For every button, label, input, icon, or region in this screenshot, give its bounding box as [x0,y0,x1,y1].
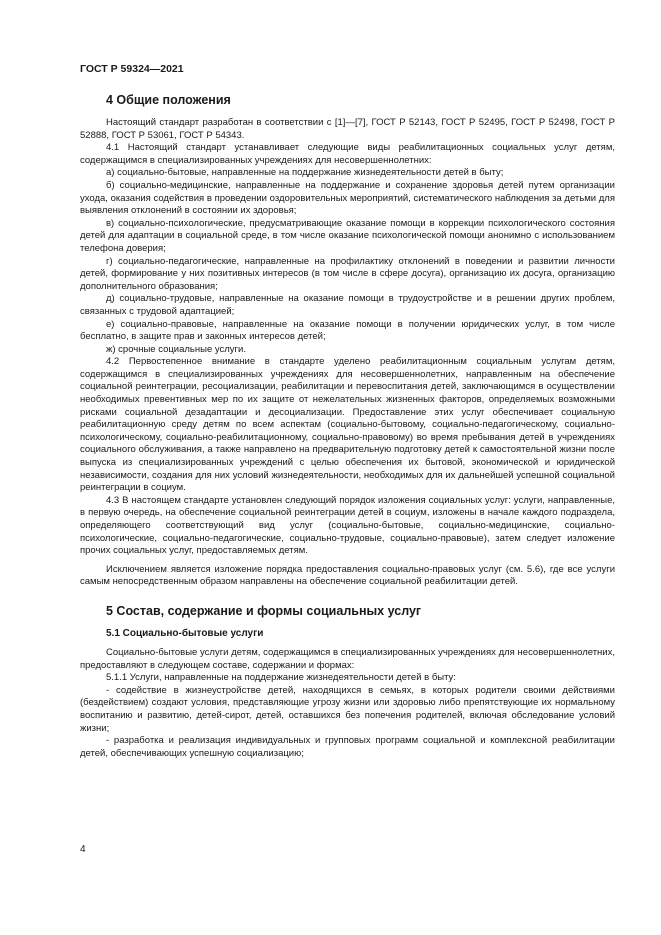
paragraph: 4.1 Настоящий стандарт устанавливает следующие виды реабилитационных социальных услуг детям, содержащимся в специализированных учреждениях для несовершеннолетних: [80,142,615,166]
subsection-5-1-title: 5.1 Социально-бытовые услуги [106,627,264,639]
list-item: - содействие в жизнеустройстве детей, находящихся в семьях, в которых родители своими действиями (бездействием) создают условия, представляющие угрозу жизни или здоровью либо препятствующие их нормальному воспитанию и развитию, детей-сирот, детей, оставшихся без попечения родителей, включая обследование условий жизни; [80,684,615,734]
paragraph: Социально-бытовые услуги детям, содержащимся в специализированных учреждениях для несовершеннолетних, предоставляют в следующем составе, содержании и формах: [80,646,615,671]
list-item: г) социально-педагогические, направленные на профилактику отклонений в поведении и развитии личности детей, формирование у них позитивных интересов (в том числе в сфере досуга), организацию их досуга, организацию дополнительного образования; [80,255,615,292]
paragraph: Настоящий стандарт разработан в соответствии с [1]—[7], ГОСТ Р 52143, ГОСТ Р 52495, ГОСТ Р 52498, ГОСТ Р 52888, ГОСТ Р 53061, ГОСТ Р 54343. [80,117,615,141]
paragraph: 5.1.1 Услуги, направленные на поддержание жизнедеятельности детей в быту: [106,672,456,684]
page-number: 4 [80,844,86,855]
paragraph: 4.3 В настоящем стандарте установлен следующий порядок изложения социальных услуг: услуги, направленные, в первую очередь, на обеспечение социальной реинтеграции детей в социум, изложены в начале каждого подраздела, определяющего соответствующий вид услуг (социально-бытовые, социально-медицинские, социально-психологические, социально-педагогические, социально-трудовые, социально-правовые), затем следует изложение прочих социальных услуг, предоставляемых детям. [80,494,615,557]
list-item: а) социально-бытовые, направленные на поддержание жизнедеятельности детей в быту; [106,167,504,179]
list-item: - разработка и реализация индивидуальных и групповых программ социальной и комплексной реабилитации детей, обеспечивающих успешную социализацию; [80,735,615,759]
list-item: в) социально-психологические, предусматривающие оказание помощи в коррекции психологического состояния детей для адаптации в социальной среде, в том числе оказание психологической помощи анонимно с использованием телефона доверия; [80,217,615,254]
list-item: ж) срочные социальные услуги. [106,343,246,355]
paragraph: 4.2 Первостепенное внимание в стандарте уделено реабилитационным социальным услугам детям, содержащимся в специализированных учреждениях для несовершеннолетних, направленным на обеспечение социальной реинтеграции, ресоциализации, реабилитации и перевоспитания детей, заключающимся в осуществлении необходимых превентивных мер по их защите от нежелательных жизненных факторов, определяемых возможными рисками социальной дезадаптации и десоциализации. Предоставление этих услуг обеспечивает социальную реабилитационную среду детям по всем аспектам (социально-бытовому, социально-педагогическому, социально-психологическому, социально-реабилитационному, социально-правовому) во время пребывания детей в учреждениях социального обслуживания, а также направлено на предварительную подготовку детей к самостоятельной жизни после выпуска из специализированных учреждений с целью обеспечения их бытовой, экономической и юридической независимости, создания для них условий жизнедеятельности, необходимых для их дальнейшей успешной социальной реинтеграции в социум. [80,356,615,494]
page-content [80,92,615,760]
paragraph: Исключением является изложение порядка предоставления социально-правовых услуг (см. 5.6), где все услуги самым непосредственным образом направлены на обеспечение социальной реабилитации детей. [80,563,615,588]
section-4-title: 4 Общие положения [106,93,231,107]
document-code-header: ГОСТ Р 59324—2021 [80,63,184,75]
list-item: б) социально-медицинские, направленные на поддержание и сохранение здоровья детей путем организации ухода, оказания содействия в проведении оздоровительных мероприятий, систематического наблюдения за детьми для выявления отклонений в состоянии их здоровья; [80,179,615,217]
section-5-title: 5 Состав, содержание и формы социальных услуг [106,603,422,618]
list-item: е) социально-правовые, направленные на оказание помощи в получении юридических услуг, в том числе бесплатно, в защите прав и законных интересов детей; [80,318,615,343]
list-item: д) социально-трудовые, направленные на оказание помощи в трудоустройстве и в решении других проблем, связанных с трудовой адаптацией; [80,293,615,317]
